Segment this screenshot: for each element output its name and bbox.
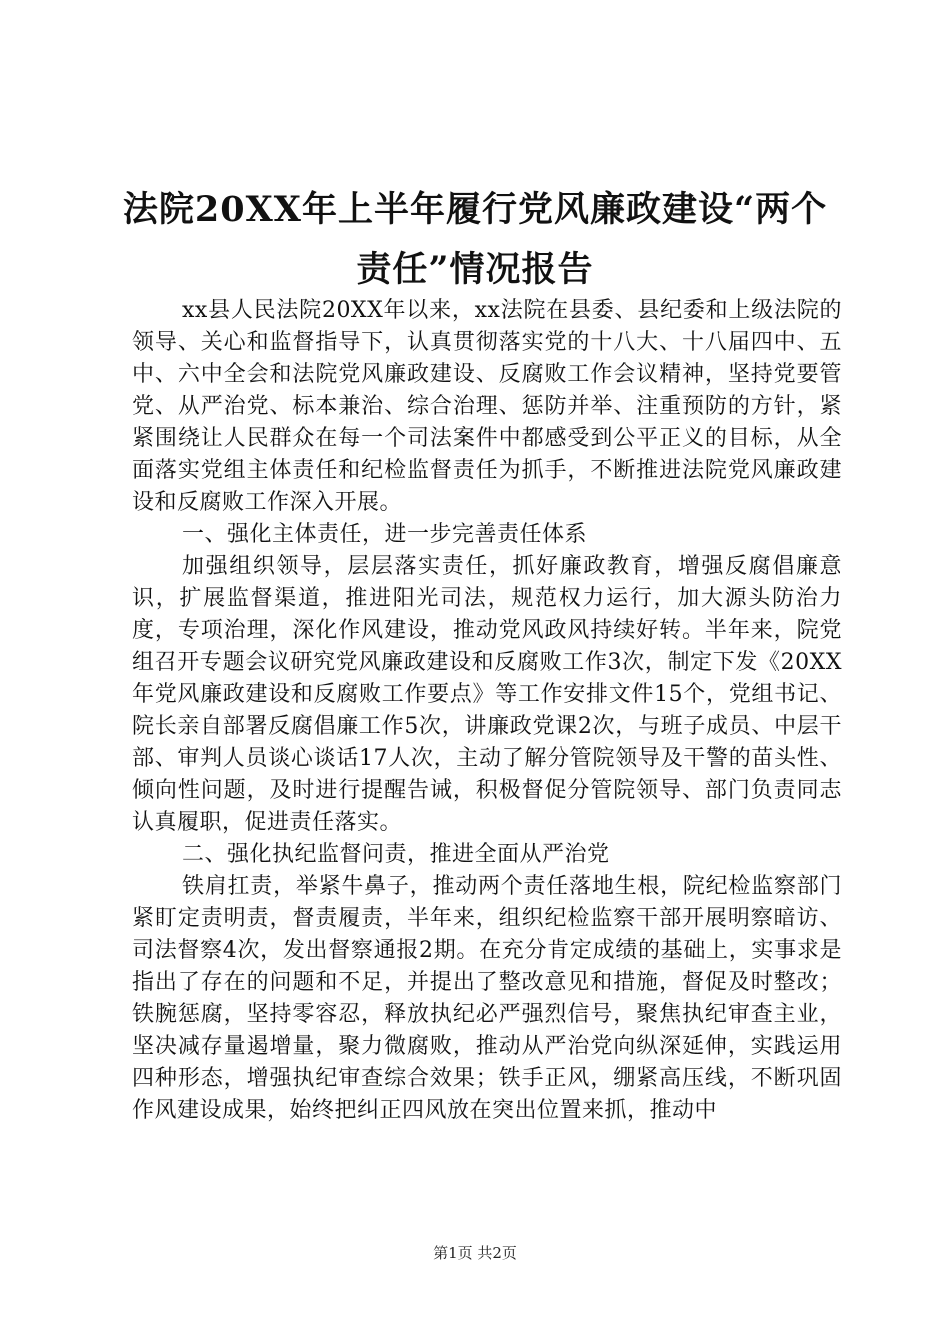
title-line-1: 法院20XX年上半年履行党风廉政建设“两个 bbox=[122, 189, 828, 230]
intro-paragraph: xx县人民法院20XX年以来，xx法院在县委、县纪委和上级法院的领导、关心和监督指导下，认真贯彻落实党的十八大、十八届四中、五中、六中全会和法院党风廉政建设、反腐败工作会议精神，坚持党要管党、从严治党、标本兼治、综合治理、惩防并举、注重预防的方针，紧紧围绕让人民群众在每一个司法案件中都感受到公平正义的目标，从全面落实党组主体责任和纪检监督责任为抓手，不断推进法院党风廉政建设和反腐败工作深入开展。 bbox=[132, 298, 842, 515]
document-title bbox=[110, 180, 840, 300]
section-2-paragraph: 铁肩扛责，举紧牛鼻子，推动两个责任落地生根，院纪检监察部门紧盯定责明责，督责履责，半年来，组织纪检监察干部开展明察暗访、司法督察4次，发出督察通报2期。在充分肯定成绩的基础上，实事求是指出了存在的问题和不足，并提出了整改意见和措施，督促及时整改；铁腕惩腐，坚持零容忍，释放执纪必严强烈信号，聚焦执纪审查主业，坚决减存量遏增量，聚力微腐败，推动从严治党向纵深延伸，实践运用四种形态，增强执纪审查综合效果；铁手正风，绷紧高压线，不断巩固作风建设成果，始终把纠正四风放在突出位置来抓，推动中 bbox=[132, 874, 842, 1123]
section-heading-1: 一、强化主体责任，进一步完善责任体系 bbox=[182, 522, 588, 547]
page-number-footer: 第1页 共2页 bbox=[433, 1244, 517, 1262]
title-line-2: 责任”情况报告 bbox=[356, 249, 594, 290]
section-heading-2: 二、强化执纪监督问责，推进全面从严治党 bbox=[182, 842, 610, 867]
section-1-paragraph: 加强组织领导，层层落实责任，抓好廉政教育，增强反腐倡廉意识，扩展监督渠道，推进阳光司法，规范权力运行，加大源头防治力度，专项治理，深化作风建设，推动党风政风持续好转。半年来，院党组召开专题会议研究党风廉政建设和反腐败工作3次，制定下发《20XX年党风廉政建设和反腐败工作要点》等工作安排文件15个，党组书记、院长亲自部署反腐倡廉工作5次，讲廉政党课2次，与班子成员、中层干部、审判人员谈心谈话17人次，主动了解分管院领导及干警的苗头性、倾向性问题，及时进行提醒告诫，积极督促分管院领导、部门负责同志认真履职，促进责任落实。 bbox=[132, 554, 842, 835]
document-body bbox=[132, 295, 842, 1127]
